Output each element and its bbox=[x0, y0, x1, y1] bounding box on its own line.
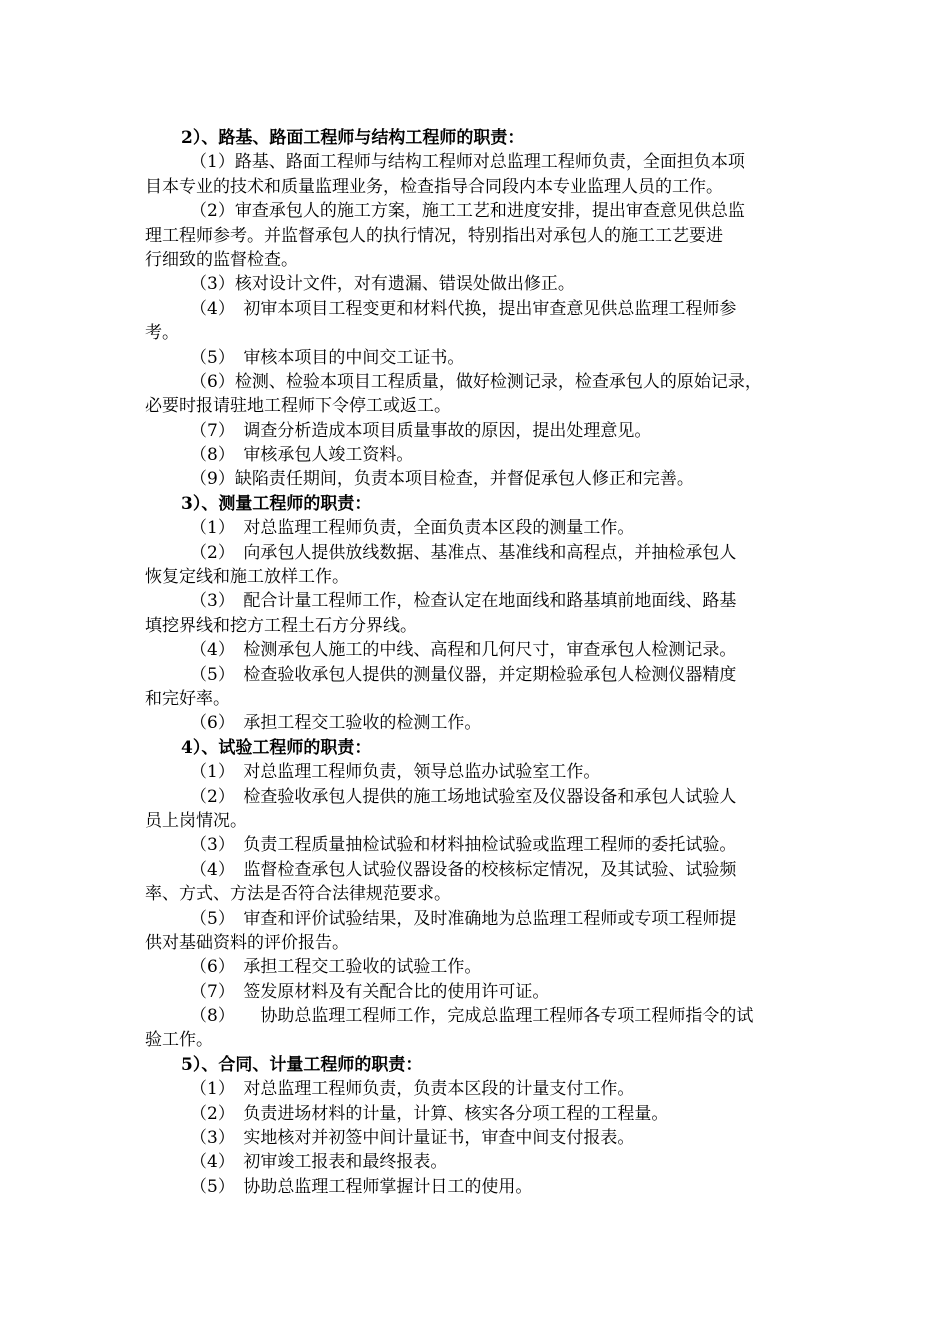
list-item: （3） 负责工程质量抽检试验和材料抽检试验或监理工程师的委托试验。 bbox=[190, 835, 737, 856]
list-item: （2）审查承包人的施工方案，施工工艺和进度安排，提出审查意见供总监 bbox=[190, 201, 745, 222]
list-item: （1） 对总监理工程师负责，领导总监办试验室工作。 bbox=[190, 762, 601, 783]
list-item: （2） 向承包人提供放线数据、基准点、基准线和高程点，并抽检承包人 bbox=[190, 542, 737, 563]
section-heading: 4）、试验工程师的职责： bbox=[181, 737, 372, 758]
list-item: （6） 承担工程交工验收的试验工作。 bbox=[190, 957, 482, 978]
document-page bbox=[145, 126, 815, 1199]
list-item-continuation: 行细致的监督检查。 bbox=[145, 249, 298, 270]
list-item: （4） 检测承包人施工的中线、高程和几何尺寸，审查承包人检测记录。 bbox=[190, 640, 737, 661]
list-item: （4） 初审本项目工程变更和材料代换，提出审查意见供总监理工程师参 bbox=[190, 298, 737, 319]
list-item-continuation: 率、方式、方法是否符合法律规范要求。 bbox=[145, 884, 451, 905]
list-item: （4） 初审竣工报表和最终报表。 bbox=[190, 1152, 448, 1173]
list-item: （4） 监督检查承包人试验仪器设备的校核标定情况，及其试验、试验频 bbox=[190, 859, 737, 880]
list-item-continuation: 目本专业的技术和质量监理业务，检查指导合同段内本专业监理人员的工作。 bbox=[145, 176, 723, 197]
list-item: （1） 对总监理工程师负责，全面负责本区段的测量工作。 bbox=[190, 518, 635, 539]
list-item-continuation: 必要时报请驻地工程师下令停工或返工。 bbox=[145, 396, 451, 417]
list-item: （8） 协助总监理工程师工作，完成总监理工程师各专项工程师指令的试 bbox=[190, 1006, 754, 1027]
list-item: （3） 实地核对并初签中间计量证书，审查中间支付报表。 bbox=[190, 1128, 635, 1149]
list-item: （9）缺陷责任期间，负责本项目检查，并督促承包人修正和完善。 bbox=[190, 469, 694, 490]
section-heading: 2）、路基、路面工程师与结构工程师的职责： bbox=[181, 128, 525, 148]
list-item: （8） 审核承包人竣工资料。 bbox=[190, 445, 414, 466]
list-item-continuation: 恢复定线和施工放样工作。 bbox=[145, 567, 349, 588]
list-item-continuation: 和完好率。 bbox=[145, 688, 230, 709]
list-item: （7） 签发原材料及有关配合比的使用许可证。 bbox=[190, 981, 550, 1002]
list-item: （3）核对设计文件，对有遗漏、错误处做出修正。 bbox=[190, 274, 575, 295]
list-item: （7） 调查分析造成本项目质量事故的原因，提出处理意见。 bbox=[190, 420, 652, 441]
list-item: （6）检测、检验本项目工程质量，做好检测记录，检查承包人的原始记录， bbox=[190, 371, 762, 392]
list-item: （5） 协助总监理工程师掌握计日工的使用。 bbox=[190, 1176, 533, 1197]
list-item: （2） 检查验收承包人提供的施工场地试验室及仪器设备和承包人试验人 bbox=[190, 786, 737, 807]
list-item: （1）路基、路面工程师与结构工程师对总监理工程师负责，全面担负本项 bbox=[190, 152, 745, 173]
list-item: （1） 对总监理工程师负责，负责本区段的计量支付工作。 bbox=[190, 1079, 635, 1100]
list-item-continuation: 理工程师参考。并监督承包人的执行情况，特别指出对承包人的施工工艺要进 bbox=[145, 225, 723, 246]
list-item: （5） 审查和评价试验结果，及时准确地为总监理工程师或专项工程师提 bbox=[190, 908, 737, 929]
list-item: （2） 负责进场材料的计量，计算、核实各分项工程的工程量。 bbox=[190, 1103, 669, 1124]
list-item: （5） 检查验收承包人提供的测量仪器，并定期检验承包人检测仪器精度 bbox=[190, 664, 737, 685]
list-item-continuation: 供对基础资料的评价报告。 bbox=[145, 932, 349, 953]
list-item: （6） 承担工程交工验收的检测工作。 bbox=[190, 713, 482, 734]
list-item: （5） 审核本项目的中间交工证书。 bbox=[190, 347, 465, 368]
section-heading: 3）、测量工程师的职责： bbox=[181, 493, 372, 514]
list-item: （3） 配合计量工程师工作，检查认定在地面线和路基填前地面线、路基 bbox=[190, 591, 737, 612]
list-item-continuation: 考。 bbox=[145, 323, 179, 344]
section-heading: 5）、合同、计量工程师的职责： bbox=[181, 1054, 423, 1075]
list-item-continuation: 验工作。 bbox=[145, 1030, 213, 1051]
list-item-continuation: 填挖界线和挖方工程土石方分界线。 bbox=[145, 615, 417, 636]
list-item-continuation: 员上岗情况。 bbox=[145, 810, 247, 831]
